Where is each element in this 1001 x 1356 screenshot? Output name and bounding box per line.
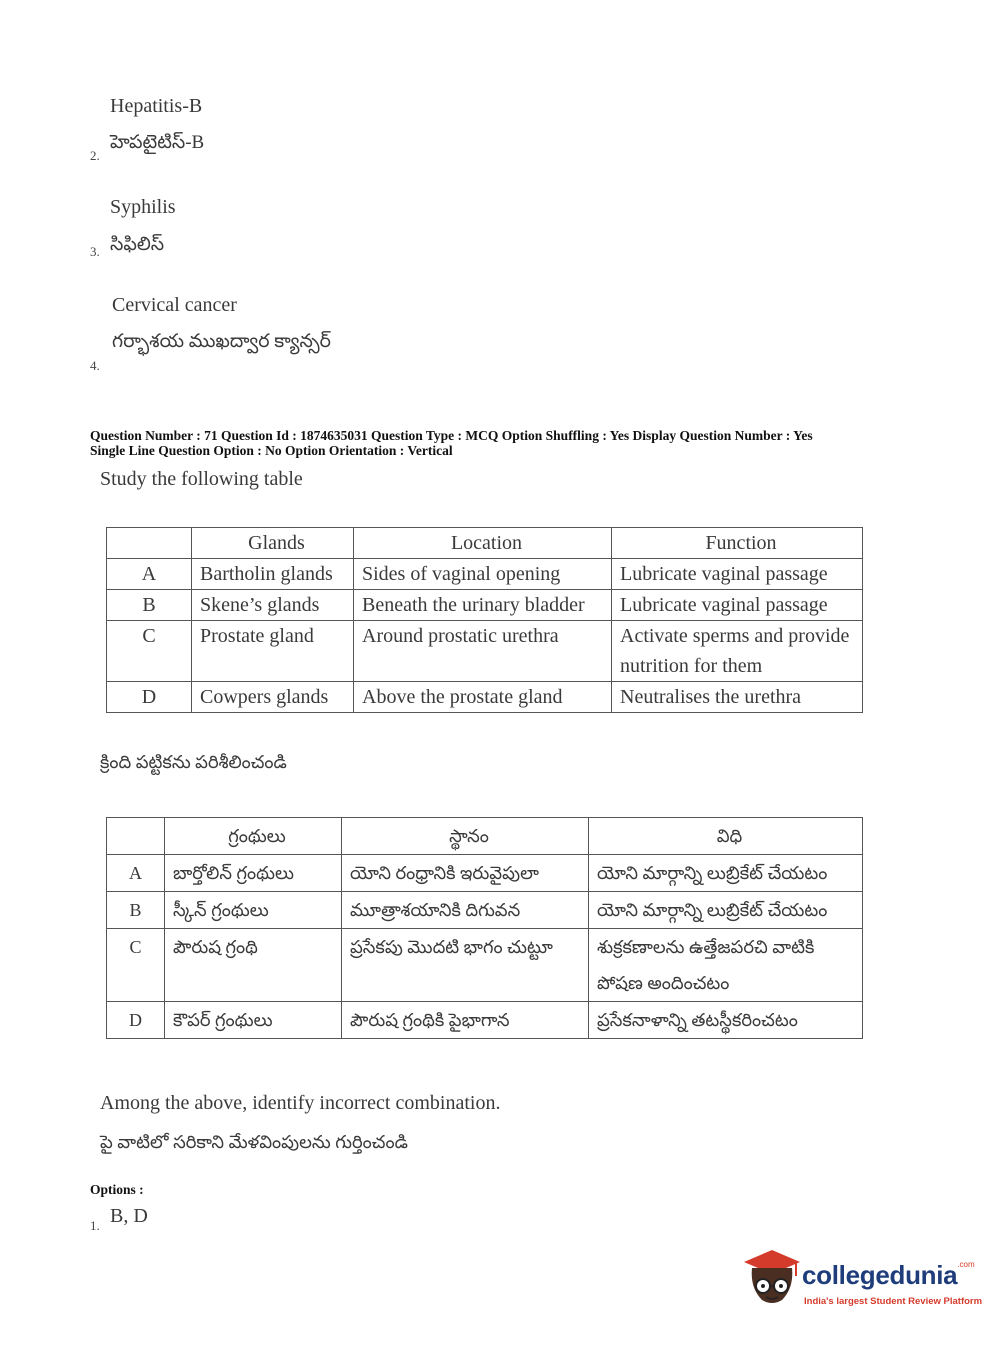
logo-wordmark (802, 1260, 975, 1291)
option-3-number: 3. (90, 244, 100, 259)
question-telugu: పై వాటిలో సరికాని మేళవింపులను గుర్తించండి (100, 1132, 408, 1152)
logo-name: collegedunia (802, 1260, 958, 1290)
table-row (107, 590, 863, 621)
row-letter: A (107, 559, 192, 590)
option-4-telugu: గర్భాశయ ముఖద్వార క్యాన్సర్ (112, 331, 331, 352)
option-2-telugu: హెపటైటిస్-B (110, 132, 205, 153)
row-letter: D (107, 682, 192, 713)
instruction-english: Study the following table (100, 468, 303, 490)
table-cell: యోని మార్గాన్ని లుబ్రికేట్ చేయటం (589, 892, 863, 929)
row-letter: B (107, 590, 192, 621)
row-letter: C (107, 929, 165, 1002)
option-1-text[interactable]: B, D (110, 1205, 148, 1227)
table-cell: ప్రసేకనాళాన్ని తటస్థీకరించటం (589, 1002, 863, 1039)
table-row (107, 929, 863, 1002)
table-cell: పౌరుష గ్రంథి (165, 929, 342, 1002)
instruction-telugu: క్రింది పట్టికను పరిశీలించండి (100, 752, 287, 772)
table-cell: Lubricate vaginal passage (612, 559, 863, 590)
table-cell: Sides of vaginal opening (354, 559, 612, 590)
table-cell: Above the prostate gland (354, 682, 612, 713)
table-cell: పౌరుష గ్రంథికి పైభాగాన (342, 1002, 589, 1039)
question-meta-line-1: Question Number : 71 Question Id : 1874635031 Question Type : MCQ Option Shuffling : Yes Display Question Number : Yes (90, 428, 813, 443)
table-cell: యోని రంధ్రానికి ఇరువైపులా (342, 855, 589, 892)
option-3-telugu: సిఫిలిస్ (110, 234, 165, 255)
table-row (107, 621, 863, 682)
table-cell: యోని మార్గాన్ని లుబ్రికేట్ చేయటం (589, 855, 863, 892)
table-cell: ప్రసేకపు మొదటి భాగం చుట్టూ (342, 929, 589, 1002)
table-row (107, 682, 863, 713)
table-cell: Bartholin glands (192, 559, 354, 590)
table-header-row (107, 528, 863, 559)
table-header-row (107, 818, 863, 855)
glands-table-english (106, 527, 863, 713)
table-cell: బార్తోలిన్ గ్రంథులు (165, 855, 342, 892)
row-letter: A (107, 855, 165, 892)
table-cell: శుక్రకణాలను ఉత్తేజపరచి వాటికి పోషణ అందించటం (589, 929, 863, 1002)
table-row (107, 855, 863, 892)
header-cell: స్థానం (342, 818, 589, 855)
question-english: Among the above, identify incorrect combination. (100, 1092, 501, 1114)
table-cell: మూత్రాశయానికి దిగువన (342, 892, 589, 929)
option-1-number: 1. (90, 1218, 100, 1233)
table-cell: Neutralises the urethra (612, 682, 863, 713)
table-cell: కౌపర్ గ్రంథులు (165, 1002, 342, 1039)
table-cell: Activate sperms and provide nutrition for them (612, 621, 863, 682)
header-cell (107, 528, 192, 559)
table-cell: Around prostatic urethra (354, 621, 612, 682)
header-cell: Location (354, 528, 612, 559)
header-cell: Function (612, 528, 863, 559)
table-row (107, 1002, 863, 1039)
table-row (107, 892, 863, 929)
options-label: Options : (90, 1182, 144, 1197)
table-cell: Beneath the urinary bladder (354, 590, 612, 621)
header-cell: విధి (589, 818, 863, 855)
table-cell: స్కీన్ గ్రంథులు (165, 892, 342, 929)
option-2-english: Hepatitis-B (110, 95, 203, 117)
question-meta (90, 428, 950, 458)
table-row (107, 559, 863, 590)
question-meta-line-2: Single Line Question Option : No Option Orientation : Vertical (90, 443, 453, 458)
row-letter: B (107, 892, 165, 929)
option-2-number: 2. (90, 148, 100, 163)
collegedunia-logo (740, 1248, 983, 1318)
table-cell: Cowpers glands (192, 682, 354, 713)
glands-table-telugu (106, 817, 863, 1039)
option-3-english: Syphilis (110, 196, 176, 218)
header-cell (107, 818, 165, 855)
row-letter: D (107, 1002, 165, 1039)
logo-tagline: India's largest Student Review Platform (804, 1296, 983, 1307)
table-cell: Skene’s glands (192, 590, 354, 621)
table-cell: Prostate gland (192, 621, 354, 682)
header-cell: Glands (192, 528, 354, 559)
option-4-english: Cervical cancer (112, 294, 237, 316)
mascot-icon (740, 1248, 802, 1314)
logo-suffix: .com (957, 1260, 975, 1269)
header-cell: గ్రంథులు (165, 818, 342, 855)
option-4-number: 4. (90, 358, 100, 373)
table-cell: Lubricate vaginal passage (612, 590, 863, 621)
row-letter: C (107, 621, 192, 682)
